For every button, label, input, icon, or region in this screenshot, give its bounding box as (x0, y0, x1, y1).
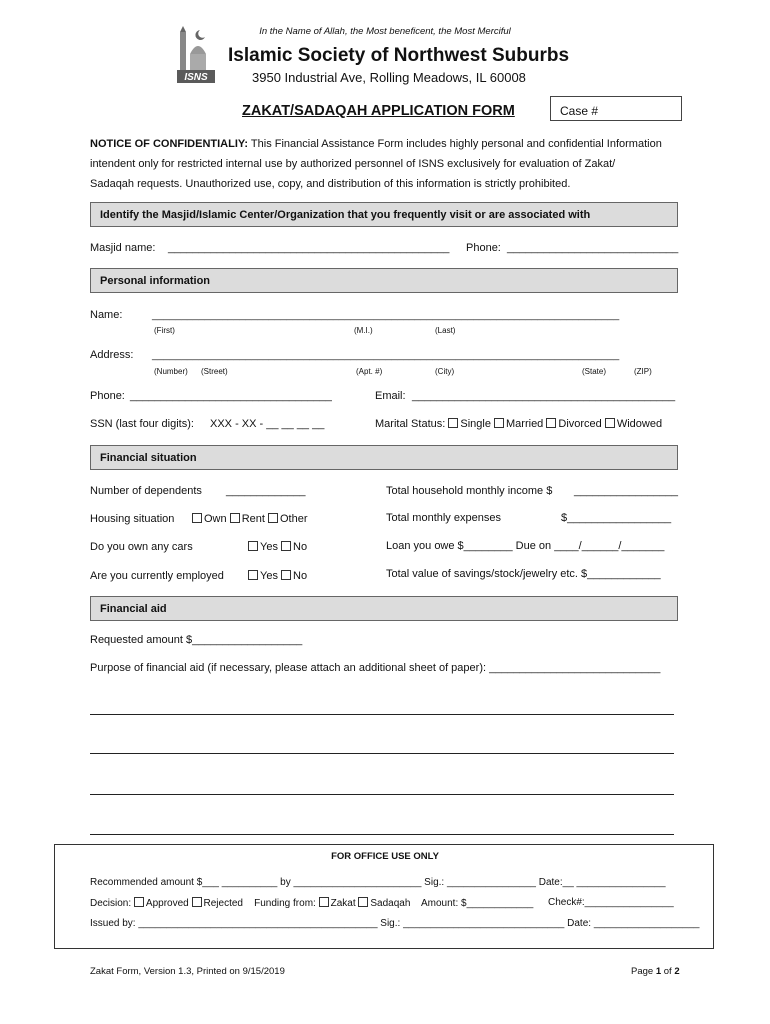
own-checkbox[interactable] (192, 513, 202, 523)
section-financial-situation: Financial situation (90, 445, 678, 470)
employed-options (248, 570, 307, 582)
married-label: Married (506, 418, 544, 430)
name-label: Name: (90, 309, 123, 321)
approved-checkbox[interactable] (134, 897, 144, 907)
masjid-name-label: Masjid name: (90, 242, 156, 254)
sadaqah-label: Sadaqah (370, 898, 411, 909)
divorced-label: Divorced (558, 418, 602, 430)
office-use-title: FOR OFFICE USE ONLY (331, 851, 439, 862)
addr-city-caption: (City) (435, 367, 455, 376)
check-number-field[interactable]: Check#:________________ (548, 897, 674, 908)
addr-state-caption: (State) (582, 367, 607, 376)
marital-row (375, 418, 662, 430)
page-number (631, 966, 680, 977)
notice-heading: NOTICE OF CONFIDENTIALIY: (90, 138, 249, 150)
single-checkbox[interactable] (448, 418, 458, 428)
employed-yes-checkbox[interactable] (248, 570, 258, 580)
case-number-label: Case # (560, 104, 599, 118)
other-label: Other (280, 513, 308, 525)
divorced-checkbox[interactable] (546, 418, 556, 428)
rejected-label: Rejected (203, 898, 243, 909)
address-field[interactable]: ________________________________________________________________________________ (152, 349, 620, 361)
housing-options (192, 513, 308, 525)
office-recommended-row[interactable]: Recommended amount $___ __________ by _______________________ Sig.: ________________ Date:__ ________________ (90, 877, 666, 888)
masjid-phone-field[interactable]: ____________________________ (507, 242, 679, 254)
masjid-phone-label: Phone: (466, 242, 501, 254)
single-label: Single (460, 418, 491, 430)
cars-yes-checkbox[interactable] (248, 541, 258, 551)
zakat-checkbox[interactable] (319, 897, 329, 907)
expenses-field[interactable]: $_________________ (561, 512, 672, 524)
housing-label: Housing situation (90, 513, 175, 525)
income-field[interactable]: _________________ (574, 485, 679, 497)
address-label: Address: (90, 349, 134, 361)
expenses-label: Total monthly expenses (386, 512, 501, 524)
confidentiality-notice (90, 134, 690, 194)
section-financial-aid: Financial aid (90, 596, 678, 621)
approved-label: Approved (145, 898, 189, 909)
rent-label: Rent (241, 513, 265, 525)
own-label: Own (204, 513, 227, 525)
email-label: Email: (375, 390, 406, 402)
marital-label: Marital Status: (375, 418, 446, 430)
widowed-checkbox[interactable] (605, 418, 615, 428)
basmala-line: In the Name of Allah, the Most beneficent, the Most Merciful (259, 26, 511, 37)
footer-version: Zakat Form, Version 1.3, Printed on 9/15/2019 (90, 966, 285, 977)
other-checkbox[interactable] (268, 513, 278, 523)
married-checkbox[interactable] (494, 418, 504, 428)
notice-line-1: This Financial Assistance Form includes highly personal and confidential Information (248, 138, 662, 150)
addr-number-caption: (Number) (154, 367, 188, 376)
name-field[interactable]: ________________________________________________________________________________ (152, 309, 620, 321)
cars-no-label: No (293, 541, 308, 553)
org-address: 3950 Industrial Ave, Rolling Meadows, IL 60008 (252, 70, 526, 85)
ssn-label: SSN (last four digits): (90, 418, 194, 430)
org-name: Islamic Society of Northwest Suburbs (228, 45, 570, 66)
income-label: Total household monthly income $ (386, 485, 553, 497)
requested-amount-field[interactable]: Requested amount $__________________ (90, 634, 303, 646)
section-masjid: Identify the Masjid/Islamic Center/Organization that you frequently visit or are associated with (90, 202, 678, 227)
zakat-label: Zakat (330, 898, 356, 909)
cars-yes-label: Yes (260, 541, 278, 553)
notice-line-3: Sadaqah requests. Unauthorized use, copy, and distribution of this information is strictly prohibited. (90, 178, 571, 190)
notice-line-2: intendent only for restricted internal use by authorized personnel of ISNS exclusively for evaluation of Zakat/ (90, 158, 616, 170)
page-current: 1 (655, 966, 662, 977)
name-first-caption: (First) (154, 326, 175, 335)
employed-label: Are you currently employed (90, 570, 224, 582)
ssn-field[interactable]: XXX - XX - __ __ __ __ (210, 418, 325, 430)
purpose-line-3[interactable] (90, 794, 674, 795)
page-prefix: Page (631, 966, 656, 977)
phone-field[interactable]: _________________________________ (130, 390, 332, 402)
isns-logo (176, 24, 216, 84)
decision-label: Decision: (90, 898, 132, 909)
purpose-field[interactable]: Purpose of financial aid (if necessary, please attach an additional sheet of paper): ____________________________ (90, 662, 661, 674)
purpose-line-1[interactable] (90, 714, 674, 715)
addr-street-caption: (Street) (201, 367, 228, 376)
sadaqah-checkbox[interactable] (358, 897, 368, 907)
dependents-label: Number of dependents (90, 485, 202, 497)
widowed-label: Widowed (616, 418, 663, 430)
section-personal: Personal information (90, 268, 678, 293)
rent-checkbox[interactable] (230, 513, 240, 523)
page-of: of (661, 966, 675, 977)
logo-text: ISNS (184, 72, 208, 83)
name-mi-caption: (M.I.) (354, 326, 373, 335)
employed-no-label: No (293, 570, 308, 582)
office-decision-row (90, 897, 533, 909)
cars-options (248, 541, 307, 553)
page-total: 2 (674, 966, 680, 977)
phone-label: Phone: (90, 390, 125, 402)
loan-field[interactable]: Loan you owe $________ Due on ____/______/_______ (386, 540, 665, 552)
masjid-name-field[interactable]: ______________________________________________ (168, 242, 450, 254)
form-title: ZAKAT/SADAQAH APPLICATION FORM (242, 103, 515, 119)
rejected-checkbox[interactable] (192, 897, 202, 907)
addr-apt-caption: (Apt. #) (356, 367, 383, 376)
employed-yes-label: Yes (260, 570, 278, 582)
dependents-field[interactable]: _____________ (226, 485, 306, 497)
purpose-line-4[interactable] (90, 834, 674, 835)
email-field[interactable]: ___________________________________________ (412, 390, 676, 402)
employed-no-checkbox[interactable] (281, 570, 291, 580)
addr-zip-caption: (ZIP) (634, 367, 652, 376)
name-last-caption: (Last) (435, 326, 456, 335)
cars-no-checkbox[interactable] (281, 541, 291, 551)
savings-field[interactable]: Total value of savings/stock/jewelry etc. $____________ (386, 568, 661, 580)
amount-field[interactable]: Amount: $____________ (421, 898, 534, 909)
funding-label: Funding from: (254, 898, 316, 909)
purpose-line-2[interactable] (90, 753, 674, 754)
office-issued-row[interactable]: Issued by: ___________________________________________ Sig.: _____________________________ Date: ___________________ (90, 918, 700, 929)
cars-label: Do you own any cars (90, 541, 193, 553)
